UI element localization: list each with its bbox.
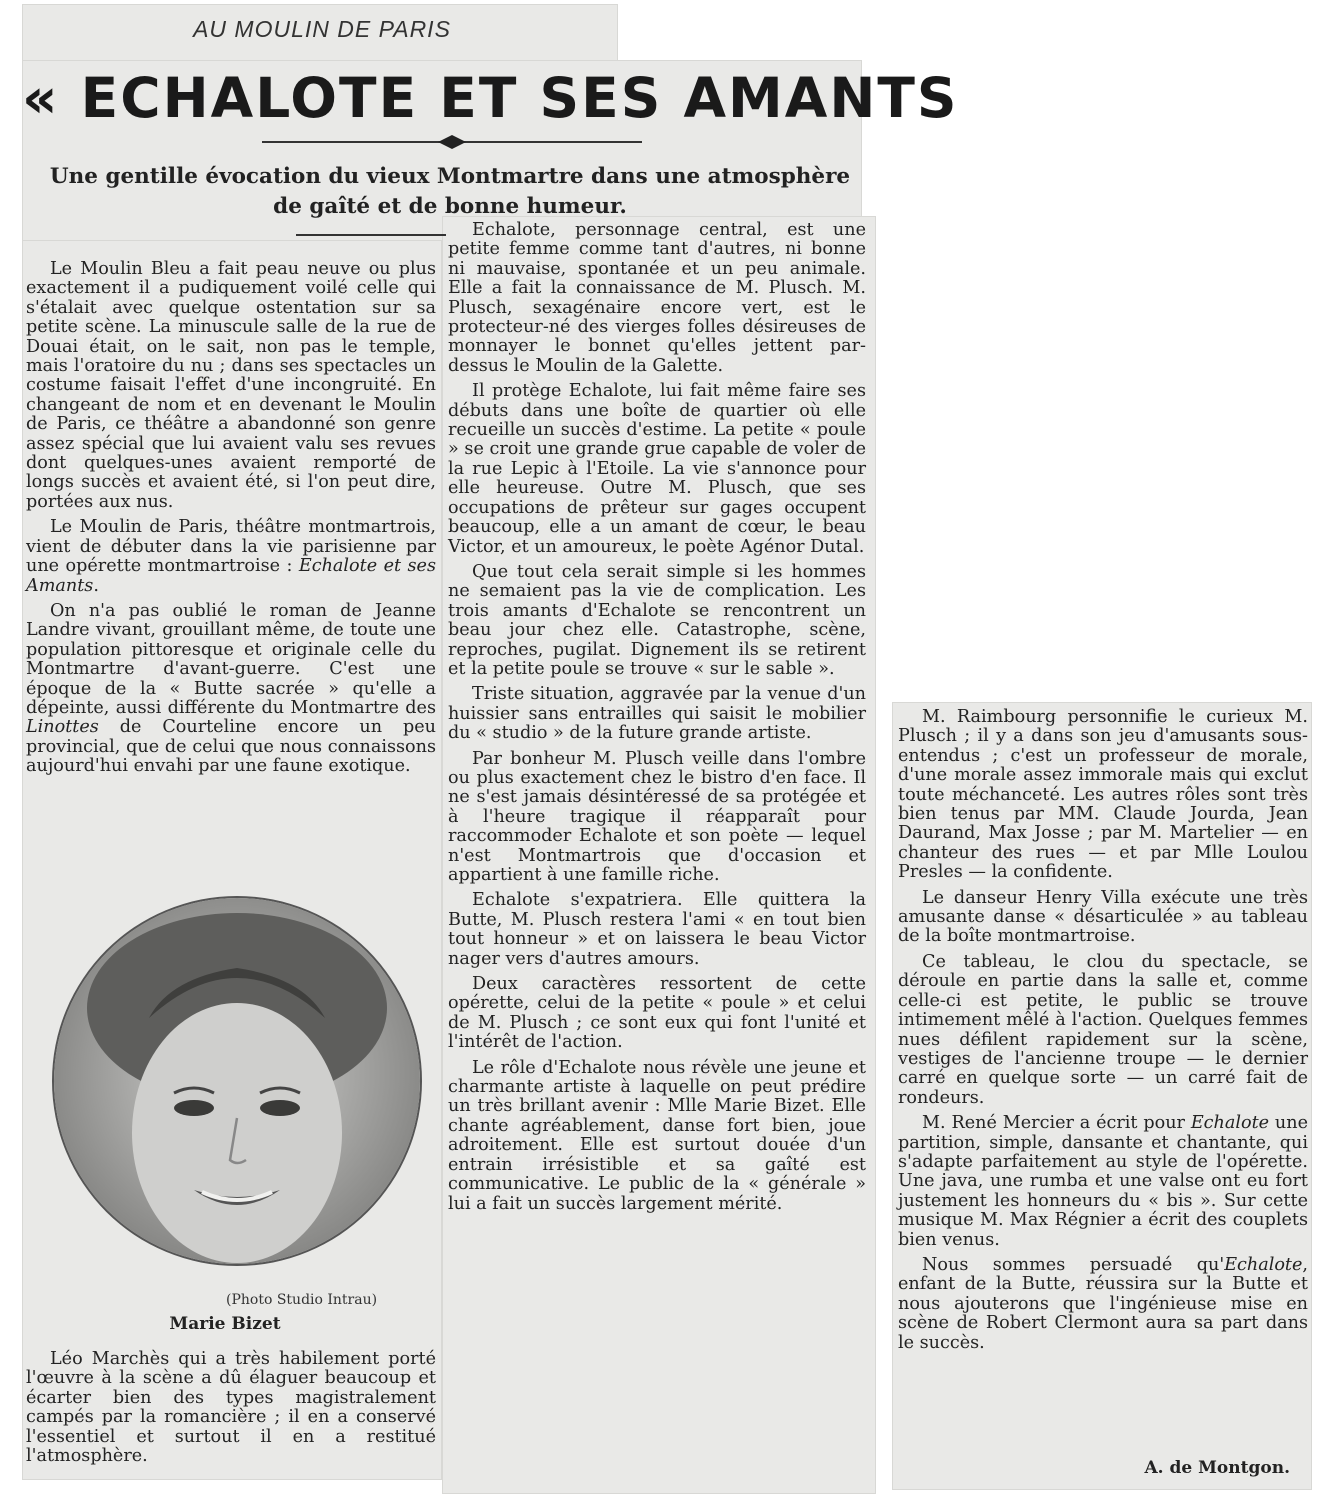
col2-paragraph-4: Triste situation, aggravée par la venue d'un huissier sans entrailles qui saisit le mobilier du « studio » de la future grande artiste.	[448, 684, 866, 744]
col3-paragraph-5: Nous sommes persuadé qu'Echalote, enfant de la Butte, réussira sur la Butte et nous ajouterons que l'ingénieuse mise en scène de Robert Clermont aura sa part dans le succès.	[898, 1254, 1308, 1353]
headline: « ECHALOTE ET SES AMANTS	[22, 66, 959, 130]
col3-paragraph-4: M. René Mercier a écrit pour Echalote une partition, simple, dansante et chantante, qui s'adapte parfaitement au style de l'opérette. Une java, une rumba et une valse ont eu fort justement les honneurs du « bis ». Sur cette musique M. Max Régnier a écrit des couplets bien venus.	[898, 1113, 1308, 1250]
col2-paragraph-2: Il protège Echalote, lui fait même faire ses débuts dans une boîte de quartier où elle recueille un succès d'estime. La petite « poule » se croit une grande grue capable de voler de la rue Lepic à l'Etoile. La vie s'annonce pour elle heureuse. Outre M. Plusch, que ses occupations de prêteur sur gages occupent beaucoup, elle a un amant de cœur, le beau Victor, et un amoureux, le poète Agénor Dutal.	[448, 381, 866, 557]
col2-paragraph-5: Par bonheur M. Plusch veille dans l'ombre ou plus exactement chez le bistro d'en face. Il ne s'est jamais désintéressé de sa protégée et à l'heure tragique il réapparaît pour raccommoder Echalote et son poète — lequel n'est Montmartrois que d'occasion et appartient à une famille riche.	[448, 748, 866, 885]
col3-paragraph-1: M. Raimbourg personnifie le curieux M. Plusch ; il y a dans son jeu d'amusants sous-entendus ; c'est un professeur de morale, d'une morale assez immorale mais qui exclut toute méchanceté. Les autres rôles sont très bien tenus par MM. Claude Jourda, Jean Daurand, Max Josse ; par M. Martelier — en chanteur des rues — et par Mlle Loulou Presles — la confidente.	[898, 707, 1308, 883]
column-2	[448, 221, 866, 1214]
col2-paragraph-1: Echalote, personnage central, est une petite femme comme tant d'autres, ni bonne ni mauvaise, spontanée et un peu animale. Elle a fait la connaissance de M. Plusch. M. Plusch, sexagénaire encore vert, est le protecteur-né des vierges folles désireuses de monnayer le bonnet qu'elles jettent par-dessus le Moulin de la Galette.	[448, 220, 866, 376]
column-3	[898, 708, 1308, 1353]
col2-paragraph-7: Deux caractères ressortent de cette opérette, celui de la petite « poule » et celui de M. Plusch ; ce sont eux qui font l'unité et l'intérêt de l'action.	[448, 974, 866, 1053]
portrait-photo	[54, 898, 420, 1264]
col3-paragraph-3: Ce tableau, le clou du spectacle, se déroule en partie dans la salle et, comme celle-ci est petite, le public se trouve intimement mêlé à l'action. Quelques femmes nues défilent rapidement sur la scène, vestiges de l'ancienne troupe — le dernier carré en quelque sorte — un carré fait de rondeurs.	[898, 951, 1308, 1108]
subtitle-rule	[296, 234, 446, 236]
column-1-bottom	[26, 1350, 436, 1466]
col2-paragraph-8: Le rôle d'Echalote nous révèle une jeune et charmante artiste à laquelle on peut prédire un très brillant avenir : Mlle Marie Bizet. Elle chante agréablement, danse fort bien, joue adroitement. Elle est surtout douée d'un entrain irrésistible et sa gaîté est communicative. Le public de la « générale » lui a fait un succès largement mérité.	[448, 1057, 866, 1214]
subtitle-line-2: de gaîté et de bonne humeur.	[273, 194, 627, 219]
col1-paragraph-4: Léo Marchès qui a très habilement porté l'œuvre à la scène a dû élaguer beaucoup et écarter bien des types magistralement campés par la romancière ; il en a conservé l'essentiel et surtout il en a restitué l'atmosphère.	[26, 1349, 436, 1467]
portrait-illustration	[54, 898, 420, 1264]
title-italic: Linottes	[26, 717, 99, 738]
author-signature: A. de Montgon.	[1144, 1458, 1290, 1478]
column-1	[26, 260, 436, 777]
photo-credit: (Photo Studio Intrau)	[226, 1292, 378, 1308]
col1-paragraph-3: On n'a pas oublié le roman de Jeanne Landre vivant, grouillant même, de toute une population pittoresque et originale celle du Montmartre d'avant-guerre. C'est une époque de la « Butte sacrée » qu'elle a dépeinte, aussi différente du Montmartre des Linottes de Courteline encore un peu provincial, que de celui que nous connaissons aujourd'hui envahi par une faune exotique.	[26, 600, 436, 777]
title-italic: Echalote	[1190, 1113, 1270, 1134]
col1-paragraph-1: Le Moulin Bleu a fait peau neuve ou plus exactement il a pudiquement voilé celle qui s'étalait avec quelque ostentation sur sa petite scène. La minuscule salle de la rue de Douai était, on le sait, non pas le temple, mais l'oratoire du nu ; dans ses spectacles un costume faisait l'effet d'une incongruité. En changeant de nom et en devenant le Moulin de Paris, ce théâtre a abandonné son genre assez spécial que lui avaient valu ses revues dont quelques-unes avaient remporté de longs succès et avaient été, si l'on peut dire, portées aux nus.	[26, 259, 436, 512]
col1-paragraph-2: Le Moulin de Paris, théâtre montmartrois, vient de débuter dans la vie parisienne par une opérette montmartroise : Echalote et ses Amants.	[26, 517, 437, 596]
subtitle	[40, 162, 860, 222]
title-italic: Echalote et ses Amants	[26, 556, 437, 596]
subtitle-line-1: Une gentille évocation du vieux Montmartre dans une atmosphère	[49, 164, 851, 189]
photo-caption: Marie Bizet	[169, 1314, 281, 1334]
ornament-rule	[262, 132, 642, 152]
title-italic: Echalote	[1224, 1254, 1303, 1275]
kicker: AU MOULIN DE PARIS	[193, 16, 451, 42]
col2-paragraph-6: Echalote s'expatriera. Elle quittera la Butte, M. Plusch restera l'ami « en tout bien tout honneur » et on laissera le beau Victor nager vers d'autres amours.	[448, 890, 866, 969]
col3-paragraph-2: Le danseur Henry Villa exécute une très amusante danse « désarticulée » au tableau de la boîte montmartroise.	[898, 887, 1308, 947]
col2-paragraph-3: Que tout cela serait simple si les hommes ne semaient pas la vie de complication. Les trois amants d'Echalote se rencontrent un beau jour chez elle. Catastrophe, scène, reproches, pugilat. Dignement ils se retirent et la petite poule se trouve « sur le sable ».	[448, 561, 866, 679]
